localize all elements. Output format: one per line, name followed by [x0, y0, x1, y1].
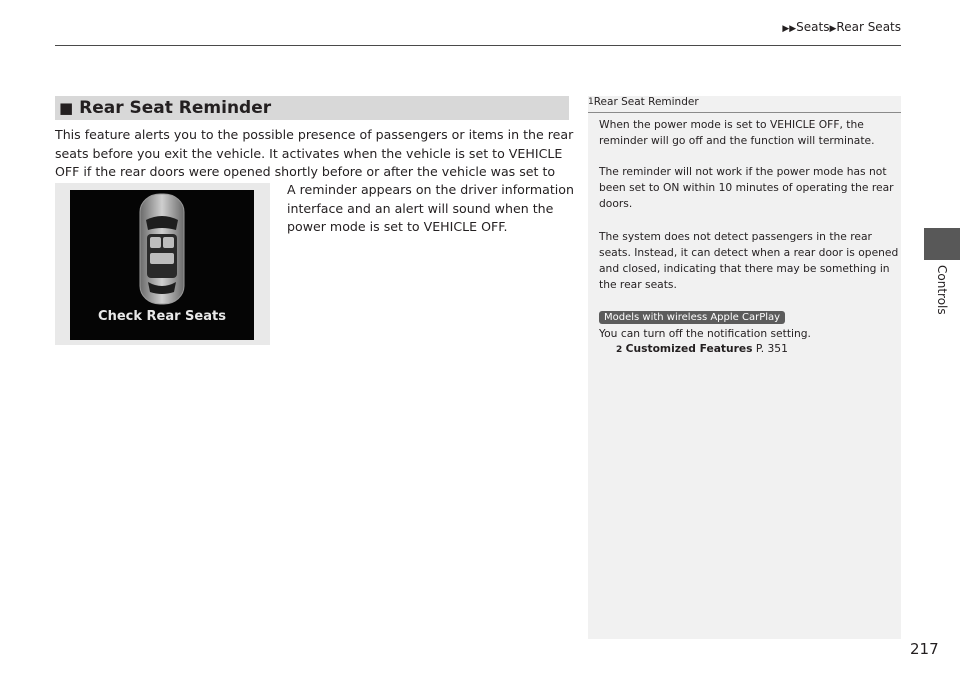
chapter-tab[interactable]	[924, 228, 960, 260]
note-paragraph: The system does not detect passengers in the rear seats. Instead, it can detect when a rear door is opened and closed, indicating that there may be something in the rear seats.	[599, 230, 899, 291]
breadcrumb-item[interactable]: Seats	[796, 20, 830, 34]
breadcrumb-item[interactable]: Rear Seats	[836, 20, 901, 34]
check-rear-seats-message: Check Rear Seats	[98, 309, 226, 324]
note-title-text: Rear Seat Reminder	[593, 96, 699, 108]
chapter-tab-label: Controls	[935, 265, 949, 315]
page-number: 217	[910, 640, 939, 658]
cross-reference-label: Customized Features	[625, 342, 753, 355]
note-paragraph: You can turn off the notification setting.	[599, 327, 811, 340]
triangle-right-icon: ▶▶	[782, 24, 797, 34]
intro-paragraph: This feature alerts you to the possible presence of passengers or items in the rear seats before you exit the vehicle. It activates when the vehicle is set to VEHICLE OFF if the rear doors were opened shortly before or after the vehicle was set to	[55, 127, 574, 179]
note-paragraph: The reminder will not work if the power mode has not been set to ON within 10 minutes of operating the rear doors.	[599, 165, 894, 210]
breadcrumb	[782, 20, 901, 34]
reference-number: 1	[588, 97, 594, 107]
note-paragraph: When the power mode is set to VEHICLE OFF, the reminder will go off and the function will terminate.	[599, 118, 875, 147]
section-heading	[55, 96, 569, 120]
triangle-right-icon: ▶	[829, 24, 837, 34]
cross-reference-page: P. 351	[755, 342, 788, 355]
cross-reference-link[interactable]	[616, 342, 788, 355]
cross-reference-icon: 2	[616, 345, 623, 355]
square-bullet-icon: ■	[59, 99, 74, 117]
header-divider	[55, 45, 901, 46]
section-heading-text: Rear Seat Reminder	[79, 98, 272, 118]
reminder-paragraph: A reminder appears on the driver information interface and an alert will sound when the power mode is set to VEHICLE OFF.	[287, 182, 574, 234]
model-badge: Models with wireless Apple CarPlay	[599, 311, 785, 324]
note-title	[588, 96, 699, 108]
note-divider	[588, 112, 901, 113]
